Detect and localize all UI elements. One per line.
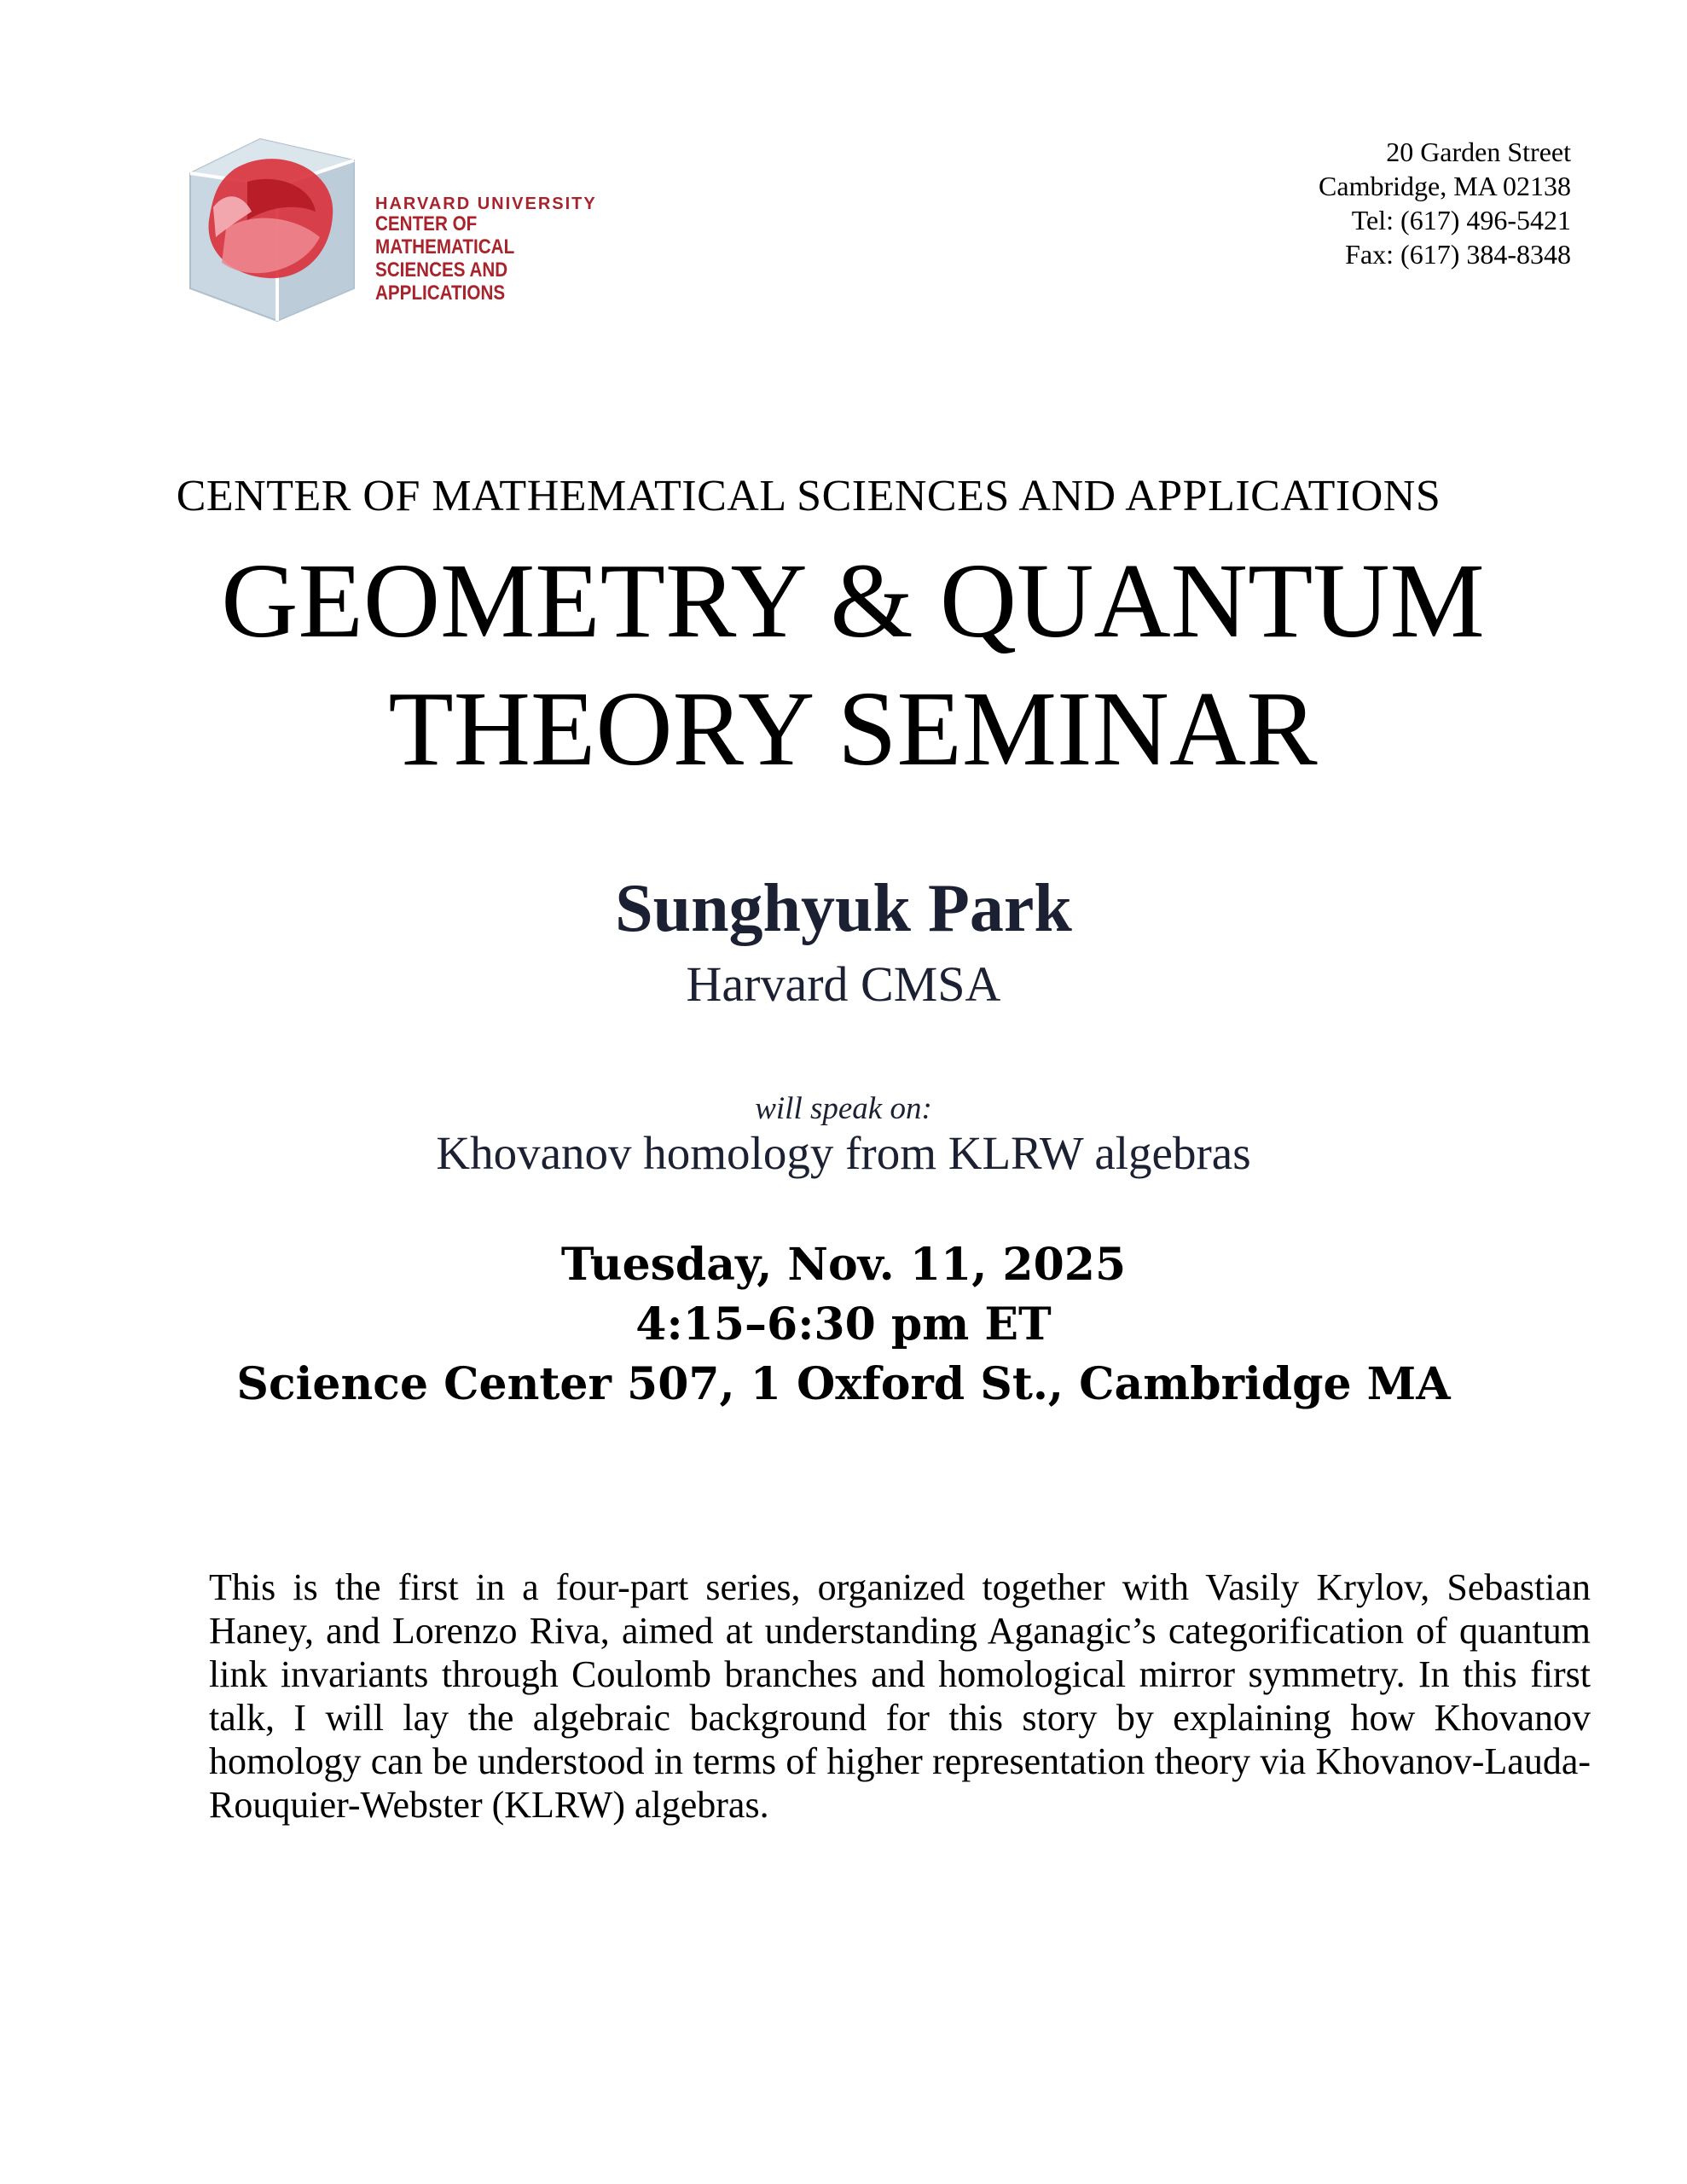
event-details [0, 1235, 1687, 1414]
speaker-name: Sunghyuk Park [615, 871, 1072, 946]
speaker-affiliation: Harvard CMSA [686, 956, 1001, 1012]
cmsa-logo [175, 135, 618, 322]
address-fax: Fax: (617) 384-8348 [1345, 239, 1571, 270]
center-name-heading: CENTER OF MATHEMATICAL SCIENCES AND APPLICATIONS [176, 472, 1441, 520]
logo-line-sciences: SCIENCES AND APPLICATIONS [375, 258, 508, 305]
event-time: 4:15–6:30 pm ET [635, 1298, 1052, 1350]
speak-on-label: will speak on: [755, 1091, 932, 1126]
seminar-title [0, 537, 1687, 793]
address-street: 20 Garden Street [1386, 136, 1571, 167]
address-tel: Tel: (617) 496-5421 [1351, 205, 1571, 235]
logo-line-center: CENTER OF MATHEMATICAL [375, 212, 515, 259]
address-city: Cambridge, MA 02138 [1319, 171, 1571, 201]
event-location: Science Center 507, 1 Oxford St., Cambridge MA [236, 1358, 1451, 1410]
logo-line-university: HARVARD UNIVERSITY [375, 195, 597, 213]
abstract-paragraph: This is the first in a four-part series, organized together with Vasily Krylov, Sebastian Haney, and Lorenzo Riva, aimed at understanding Aganagic’s categorification of quantum link invariants through Coulomb branches and homological mirror symmetry. In this first talk, I will lay the algebraic background for this story by explaining how Khovanov homology can be understood in terms of higher representation theory via Khovanov-Lauda-Rouquier-Webster (KLRW) algebras. [209, 1566, 1591, 1826]
event-date: Tuesday, Nov. 11, 2025 [560, 1239, 1127, 1291]
seminar-title-line1: GEOMETRY & QUANTUM [221, 543, 1485, 660]
address-block [1319, 135, 1571, 271]
talk-title: Khovanov homology from KLRW algebras [436, 1127, 1251, 1179]
cube-logo-icon [175, 135, 362, 322]
seminar-title-line2: THEORY SEMINAR [388, 671, 1318, 788]
